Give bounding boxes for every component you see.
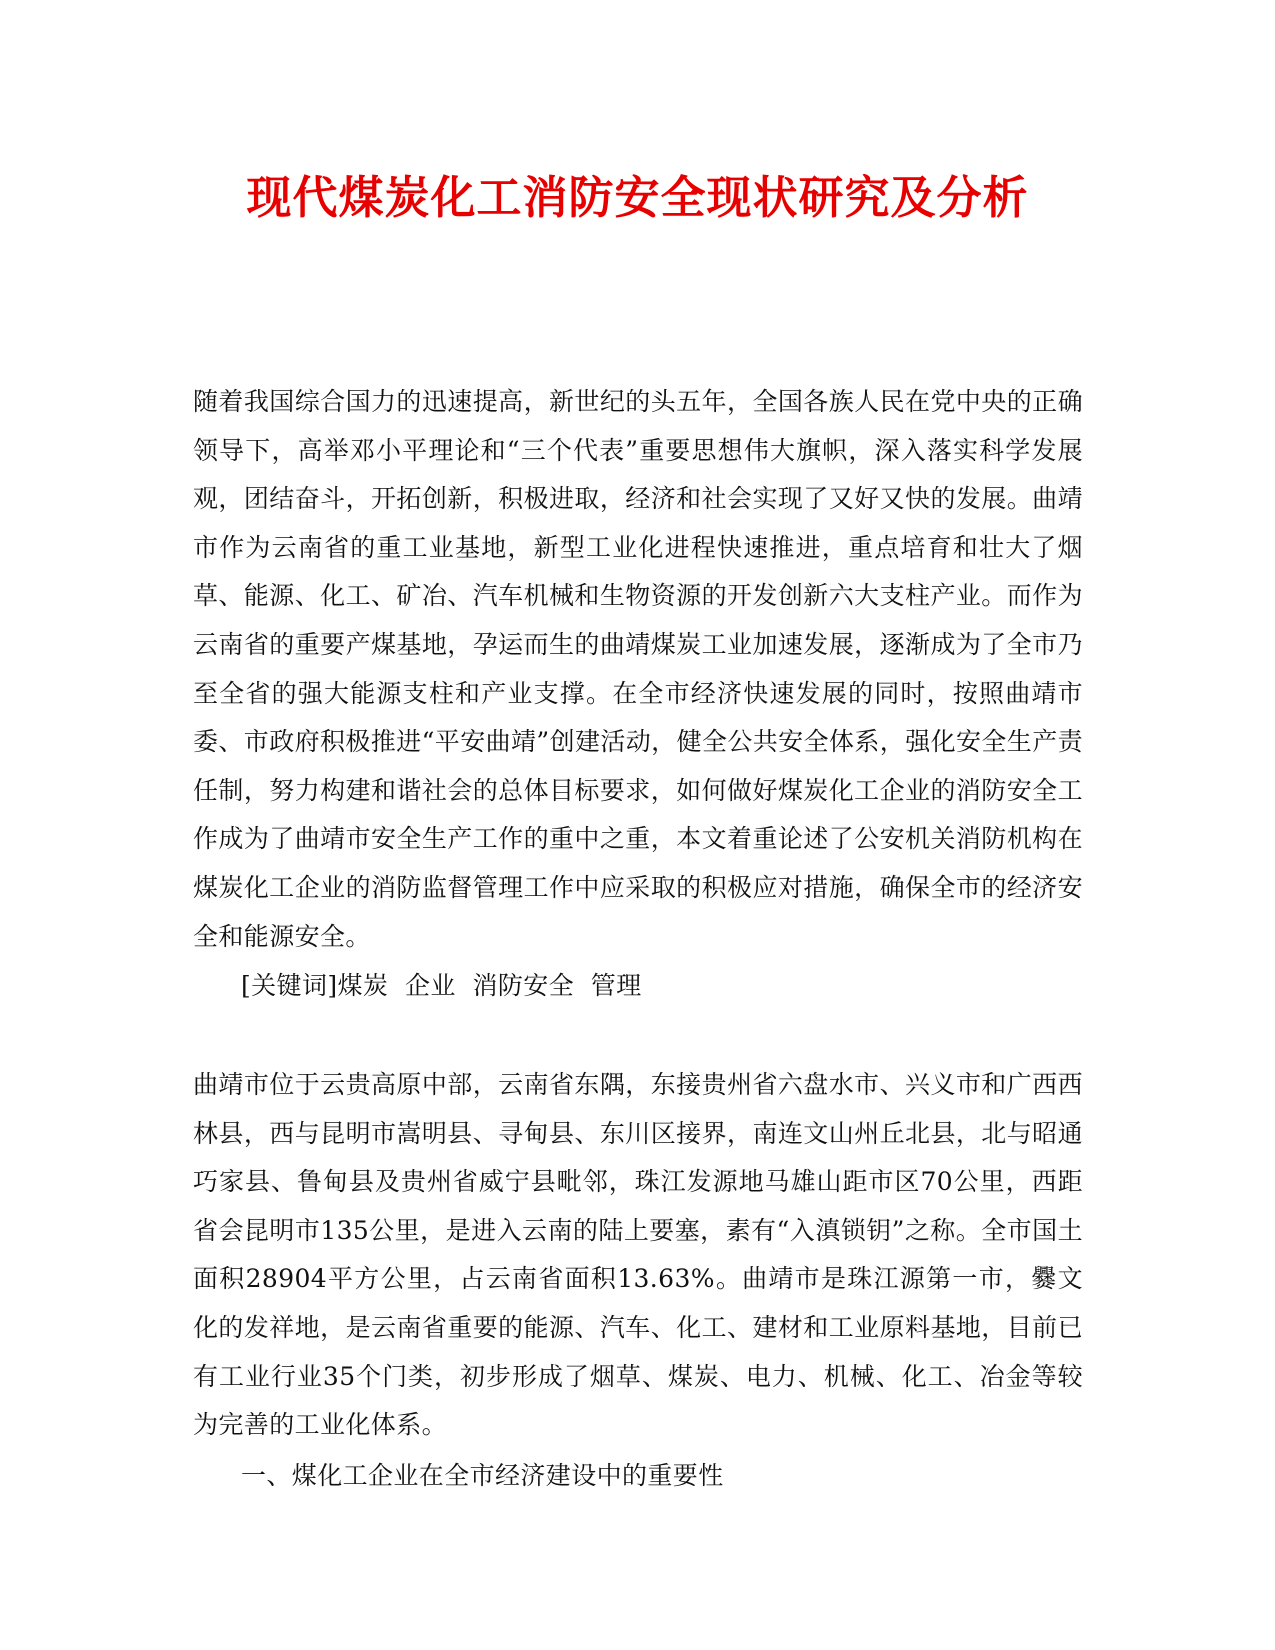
abstract-paragraph: 随着我国综合国力的迅速提高，新世纪的头五年，全国各族人民在党中央的正确领导下，高举邓小平理论和“三个代表”重要思想伟大旗帜，深入落实科学发展观，团结奋斗，开拓创新，积极进取，经济和社会实现了又好又快的发展。曲靖市作为云南省的重工业基地，新型工业化进程快速推进，重点培育和壮大了烟草、能源、化工、矿冶、汽车机械和生物资源的开发创新六大支柱产业。而作为云南省的重要产煤基地，孕运而生的曲靖煤炭工业加速发展，逐渐成为了全市乃至全省的强大能源支柱和产业支撑。在全市经济快速发展的同时，按照曲靖市委、市政府积极推进“平安曲靖”创建活动，健全公共安全体系，强化安全生产责任制，努力构建和谐社会的总体目标要求，如何做好煤炭化工企业的消防安全工作成为了曲靖市安全生产工作的重中之重，本文着重论述了公安机关消防机构在煤炭化工企业的消防监督管理工作中应采取的积极应对措施，确保全市的经济安全和能源安全。 [193,387,1083,951]
document-title: 现代煤炭化工消防安全现状研究及分析 [246,171,1029,224]
keywords-line: [关键词]煤炭 企业 消防安全 管理 [241,971,642,1000]
intro-paragraph: 曲靖市位于云贵高原中部，云南省东隅，东接贵州省六盘水市、兴义市和广西西林县，西与昆明市嵩明县、寻甸县、东川区接界，南连文山州丘北县，北与昭通巧家县、鲁甸县及贵州省威宁县毗邻，珠江发源地马雄山距市区70公里，西距省会昆明市135公里，是进入云南的陆上要塞，素有“入滇锁钥”之称。全市国土面积28904平方公里，占云南省面积13.63%。曲靖市是珠江源第一市，爨文化的发祥地，是云南省重要的能源、汽车、化工、建材和工业原料基地，目前已有工业行业35个门类，初步形成了烟草、煤炭、电力、机械、化工、冶金等较为完善的工业化体系。 [193,1070,1083,1440]
section-heading: 一、煤化工企业在全市经济建设中的重要性 [241,1461,724,1490]
